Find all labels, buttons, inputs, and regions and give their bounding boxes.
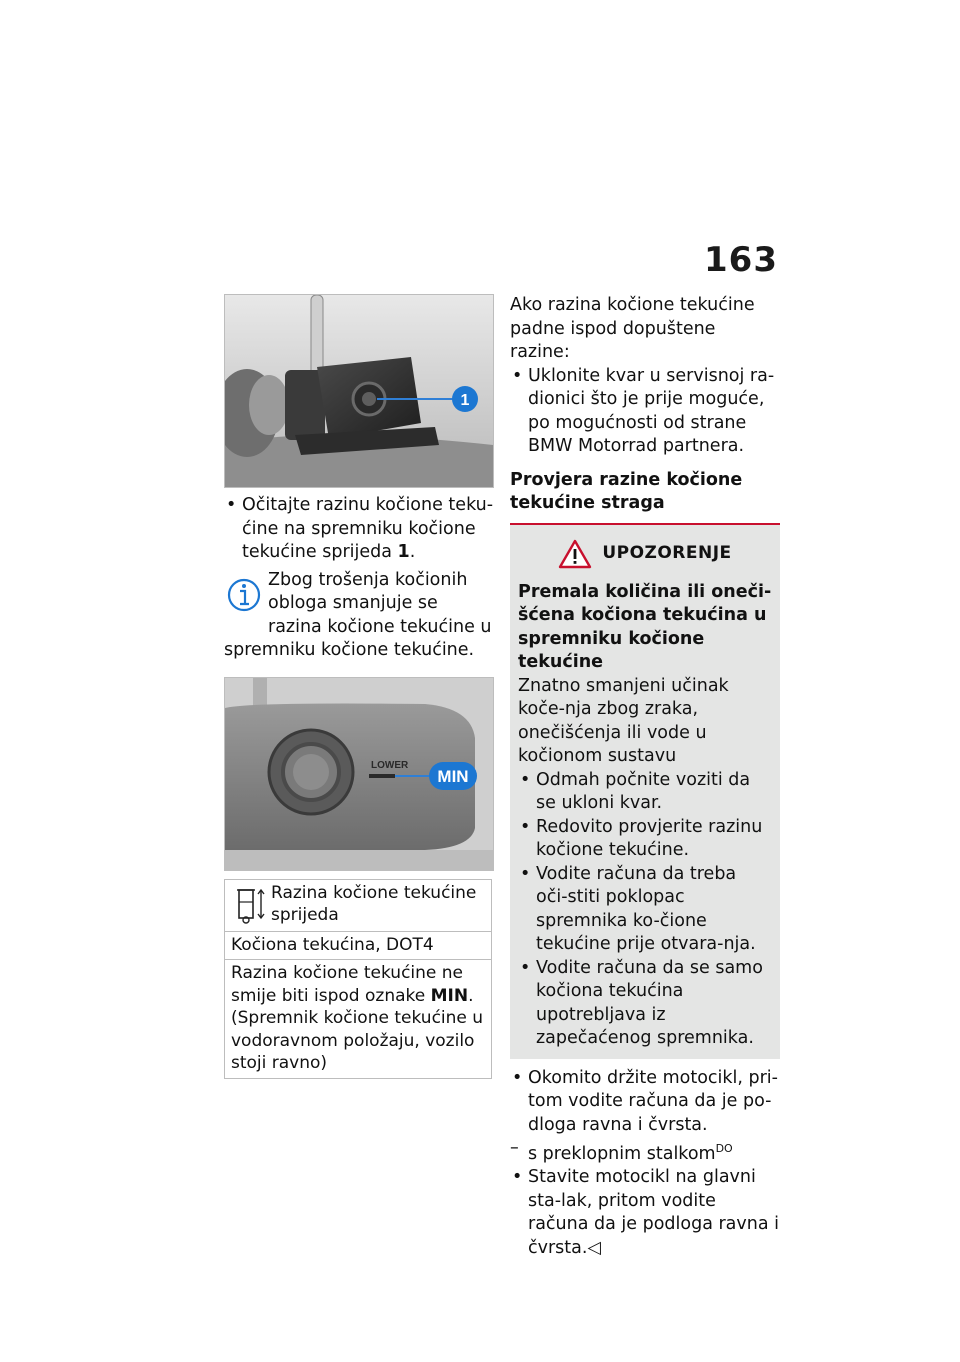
min-callout: MIN (437, 766, 469, 786)
option-code: DO (715, 1142, 733, 1155)
bullet1-end: . (409, 542, 416, 562)
intro-text: Ako razina kočione tekućine padne ispod dopuštene razine: (510, 295, 755, 362)
read-level-bullet (224, 494, 494, 565)
reservoir-min-mark-image (225, 678, 493, 870)
warning-item: • Vodite računa da se samo kočiona tekućina upotrebljava iz zapečaćenog spremnika. (518, 957, 772, 1051)
bullet1-ref: 1 (397, 542, 410, 562)
front-brake-reservoir-image (225, 295, 493, 487)
dash-text: s preklopnim stalkom (528, 1143, 716, 1164)
right-column (510, 294, 780, 1260)
rear-fluid-heading: Provjera razine kočione tekućine straga (510, 469, 743, 513)
warning-item: • Redovito provjerite razinu kočione tekućine. (518, 816, 772, 863)
spec-header-cell (225, 879, 492, 931)
info-text: Zbog trošenja kočionih obloga smanjuje se razina kočione tekućine u spremniku kočione tekućine. (224, 569, 492, 660)
brake-reservoir-photo (224, 294, 494, 488)
spec-row-fluid: Kočiona tekućina, DOT4 (225, 931, 492, 960)
warning-item: • Odmah počnite voziti da se ukloni kvar. (518, 769, 772, 816)
spec-header-text: Razina kočione tekućine sprijeda (271, 882, 477, 925)
lower-label: LOWER (371, 759, 409, 771)
fluid-level-icon (231, 882, 271, 928)
spec-min-post: . (Spremnik kočione tekućine u vodoravnom položaju, vozilo stoji ravno) (231, 985, 484, 1073)
warning-body: Znatno smanjeni učinak koče-nja zbog zraka, onečišćenja ili vode u kočionom sustavu (518, 675, 729, 766)
main-stand-text: Stavite motocikl na glavni sta-lak, pritom vodite računa da je podloga ravna i čvrsta. (528, 1167, 779, 1258)
main-stand-bullet (510, 1166, 780, 1260)
spec-min-bold: MIN (430, 985, 469, 1006)
service-bullet: • Uklonite kvar u servisnoj ra-dionici što je prije moguće, po mogućnosti od strane BMW Motorrad partnera. (510, 365, 780, 459)
bullet1-text: Očitajte razinu kočione teku-ćine na spremniku kočione tekućine sprijeda (242, 495, 494, 562)
warning-box (510, 523, 780, 1059)
end-mark-icon: ◁ (587, 1237, 601, 1258)
warning-title-row (518, 537, 772, 571)
warning-item: • Vodite računa da treba oči-stiti poklopac spremnika ko-čione tekućine prije otvara-nja. (518, 863, 772, 957)
spec-min-pre: Razina kočione tekućine ne smije biti ispod oznake (231, 963, 464, 1006)
min-mark-photo (224, 677, 494, 871)
side-stand-option (510, 1137, 780, 1166)
callout-1: 1 (460, 392, 470, 409)
warning-triangle-icon (558, 538, 592, 570)
left-column (224, 294, 494, 1079)
info-note (224, 569, 494, 663)
spec-table (224, 879, 492, 1079)
spec-row-min (225, 960, 492, 1079)
page-number: 163 (704, 240, 778, 280)
info-icon (224, 571, 264, 619)
warning-title: UPOZORENJE (602, 542, 732, 563)
warning-bold-text: Premala količina ili oneči-šćena kočiona tekućina u spremniku kočione tekućine (518, 581, 772, 672)
upright-bullet: • Okomito držite motocikl, pri-tom vodite računa da je po-dloga ravna i čvrsta. (510, 1067, 780, 1138)
